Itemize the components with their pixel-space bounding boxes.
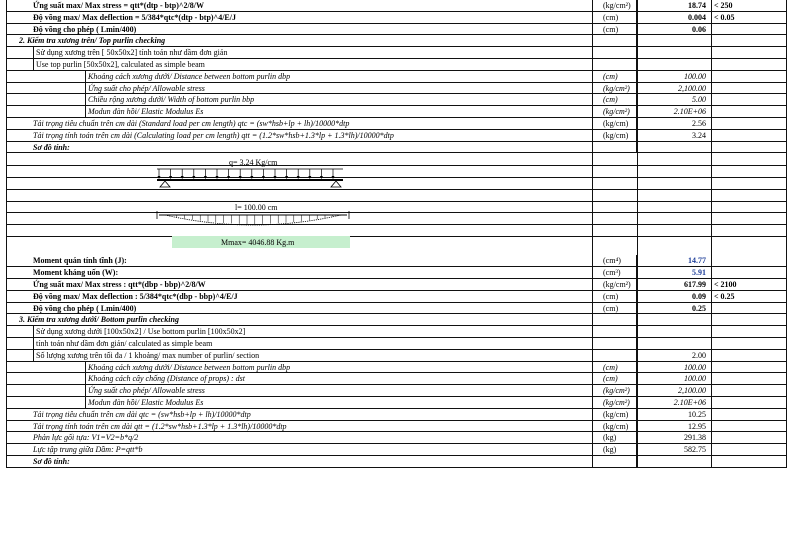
arrow-head: [308, 176, 311, 179]
result-row: [6, 303, 787, 315]
table-row: [6, 59, 787, 71]
arrow-head: [204, 176, 207, 179]
row-value: [637, 59, 709, 70]
moment-curve: [165, 215, 341, 225]
table-row: [6, 362, 787, 374]
row-value: 0.09: [692, 291, 706, 301]
table-row: [6, 373, 787, 385]
row-label: Ứng suất max/ Max stress = qtt*(dtp - btp)^2/8/W: [33, 1, 204, 10]
left-support: [160, 181, 170, 187]
row-label: Moment quán tính tĩnh (J):: [33, 256, 127, 266]
row-unit: (cm): [592, 71, 637, 82]
row-limit: [711, 83, 751, 94]
row-label: tính toán như dầm đơn giản/ calculated as simple beam: [33, 338, 596, 349]
row-label: Ứng suất max/ Max stress : qtt*(dbp - bbp)^2/8/W: [33, 279, 206, 289]
table-row: [6, 12, 787, 24]
row-limit: [711, 385, 751, 396]
row-value: 18.74: [688, 1, 706, 10]
row-limit: [711, 409, 751, 420]
column-divider: [711, 153, 712, 255]
arrow-head: [181, 176, 184, 179]
row-limit: [711, 267, 751, 278]
table-row: [6, 106, 787, 118]
arrow-head: [332, 176, 335, 179]
row-label: Tải trọng tiêu chuẩn trên cm dài (Standard load per cm length) qtc = (sw*hsb+lp + lh)/10000*dtp: [33, 118, 350, 128]
arrow-head: [297, 176, 300, 179]
span-label: l= 100.00 cm: [235, 203, 278, 213]
row-value: 5.00: [692, 95, 706, 105]
row-unit: [592, 456, 637, 467]
row-unit: [592, 59, 637, 70]
row-label: Tải trọng tiêu chuẩn trên cm dài qtc = (sw*hsb+lp + lh)/10000*dtp: [33, 409, 251, 419]
result-row: [6, 267, 787, 279]
row-unit: (kg/cm): [592, 118, 637, 129]
row-label: Khoảng cách cây chống (Distance of props) : dst: [85, 373, 648, 384]
row-limit: [711, 94, 751, 105]
table-row: [6, 71, 787, 83]
row-limit: [711, 59, 751, 70]
row-limit: [711, 142, 751, 153]
row-limit: [711, 47, 751, 58]
arrow-head: [239, 176, 242, 179]
table-row: [6, 130, 787, 142]
row-limit: [711, 362, 751, 373]
row-value: 0.004: [688, 12, 706, 22]
row-label: Độ võng cho phép ( Lmin/400): [33, 24, 137, 34]
moment-label: Mmax= 4046.88 Kg.m: [221, 238, 295, 248]
row-label: Modun đàn hồi/ Elastic Modulus Es: [85, 397, 648, 408]
row-limit: [711, 118, 751, 129]
row-limit: [711, 421, 751, 432]
row-label: Độ võng cho phép ( Lmin/400): [33, 303, 137, 313]
row-label: Chiều rộng xương dưới/ Width of bottom purlin bbp: [85, 94, 648, 105]
row-value: [637, 314, 709, 325]
row-unit: (kg/cm): [592, 130, 637, 141]
row-value: 5.91: [692, 268, 706, 278]
table-row: [6, 421, 787, 433]
row-limit: [711, 338, 751, 349]
row-label: Use top purlin [50x50x2], calculated as simple beam: [33, 59, 596, 70]
row-unit: (kg): [592, 444, 637, 455]
table-row: [6, 83, 787, 95]
row-value: 2.56: [692, 118, 706, 128]
row-value: 617.99: [684, 279, 706, 289]
row-limit: [711, 350, 751, 361]
row-limit: [711, 130, 751, 141]
column-divider: [637, 153, 638, 255]
row-unit: (kg/cm²): [592, 397, 637, 408]
row-value: 10.25: [688, 409, 706, 419]
row-limit: < 0.25: [714, 291, 735, 301]
result-row: [6, 291, 787, 303]
row-unit: (cm): [592, 373, 637, 384]
row-label: Sử dụng xương dưới [100x50x2] / Use bottom purlin [100x50x2]: [33, 326, 596, 337]
row-value: [637, 35, 709, 46]
table-row: [6, 118, 787, 130]
row-unit: (kg/cm): [592, 421, 637, 432]
row-unit: (kg/cm²): [592, 106, 637, 117]
row-value: 12.95: [688, 421, 706, 431]
row-unit: (kg/cm²): [592, 279, 637, 290]
row-label: 3. Kiểm tra xương dưới/ Bottom purlin checking: [19, 315, 179, 325]
arrow-head: [216, 176, 219, 179]
table-row: [6, 350, 787, 362]
row-label: Sơ đồ tính:: [33, 456, 70, 466]
beam-diagram: [7, 153, 567, 255]
row-unit: (kg): [592, 432, 637, 443]
row-unit: (cm⁴): [592, 255, 637, 266]
arrow-head: [320, 176, 323, 179]
row-label: Phản lực gối tựa: V1=V2=b*q/2: [33, 433, 139, 443]
row-limit: [711, 35, 751, 46]
row-label: Ứng suất cho phép/ Allowable stress: [85, 385, 648, 396]
row-unit: (cm): [592, 94, 637, 105]
row-unit: (cm³): [592, 267, 637, 278]
diagram-label: [6, 142, 787, 154]
row-limit: [711, 456, 751, 467]
row-value: 0.25: [692, 303, 706, 313]
row-label: Tải trọng tính toán trên cm dài (Calculating load per cm length) qtt = (1.2*sw*hsb+1.3*lp + 1.3*lh)/10000*dtp: [33, 130, 394, 140]
row-limit: [711, 373, 751, 384]
row-label: Số lượng xương trên tối đa / 1 khoảng/ max number of purlin/ section: [33, 350, 596, 361]
calculation-sheet: [6, 0, 787, 468]
row-value: 582.75: [684, 445, 706, 455]
row-value: 2.10E+06: [673, 107, 706, 117]
table-row: [6, 94, 787, 106]
row-value: 100.00: [684, 374, 706, 384]
row-value: 2,100.00: [678, 83, 706, 93]
row-value: [637, 338, 709, 349]
row-unit: (kg/cm²): [592, 83, 637, 94]
table-row: [6, 0, 787, 12]
row-limit: < 250: [714, 1, 733, 10]
row-label: Moment kháng uốn (W):: [33, 268, 119, 278]
arrow-head: [262, 176, 265, 179]
diagram-label: [6, 456, 787, 468]
section-title: [6, 314, 787, 326]
row-limit: < 0.05: [714, 12, 735, 22]
row-value: 14.77: [688, 256, 706, 266]
beam: [157, 179, 343, 181]
row-unit: (cm): [592, 291, 637, 302]
row-limit: [711, 326, 751, 337]
load-diagram: [6, 153, 787, 255]
row-unit: (kg/cm): [592, 409, 637, 420]
row-label: Độ võng max/ Max deflection : 5/384*qtc*(dbp - bbp)^4/E/J: [33, 291, 238, 301]
row-unit: [592, 35, 637, 46]
column-divider: [592, 153, 593, 255]
row-value: 291.38: [684, 433, 706, 443]
row-label: Lực tập trung giữa Dầm: P=qtt*b: [33, 445, 143, 455]
row-label: 2. Kiểm tra xương trên/ Top purlin checking: [19, 36, 166, 46]
row-label: Tải trọng tính toán trên cm dài qtt = (1.2*sw*hsb+1.3*lp + 1.3*lh)/10000*dtp: [33, 421, 287, 431]
row-value: [637, 47, 709, 58]
row-limit: [711, 255, 751, 266]
row-unit: (cm): [592, 12, 637, 23]
row-unit: (cm): [592, 24, 637, 35]
row-unit: [592, 314, 637, 325]
row-value: 100.00: [684, 71, 706, 81]
row-unit: (cm): [592, 303, 637, 314]
table-row: [6, 385, 787, 397]
arrow-head: [227, 176, 230, 179]
row-limit: [711, 444, 751, 455]
row-unit: [592, 350, 637, 361]
table-row: [6, 397, 787, 409]
right-support: [331, 181, 341, 187]
row-limit: [711, 432, 751, 443]
section-title: [6, 35, 787, 47]
arrow-head: [285, 176, 288, 179]
table-row: [6, 326, 787, 338]
row-label: Sơ đồ tính:: [33, 142, 70, 152]
table-row: [6, 24, 787, 36]
row-value: [637, 142, 709, 153]
row-value: 2.00: [692, 350, 706, 360]
arrow-head: [169, 176, 172, 179]
row-unit: (cm): [592, 362, 637, 373]
row-unit: [592, 142, 637, 153]
row-limit: [711, 397, 751, 408]
arrow-head: [274, 176, 277, 179]
row-label: Khoảng cách xương dưới/ Distance between bottom purlin dbp: [85, 362, 648, 373]
arrow-head: [192, 176, 195, 179]
row-label: Ứng suất cho phép/ Allowable stress: [85, 83, 648, 94]
row-unit: (kg/cm²): [592, 385, 637, 396]
row-label: Sử dụng xương trên [ 50x50x2] tính toán như dầm đơn giản: [33, 47, 596, 58]
row-value: 2.10E+06: [673, 397, 706, 407]
row-limit: [711, 303, 751, 314]
row-limit: [711, 106, 751, 117]
row-limit: [711, 71, 751, 82]
row-value: 3.24: [692, 130, 706, 140]
arrow-head: [158, 176, 161, 179]
table-row: [6, 47, 787, 59]
row-value: [637, 326, 709, 337]
row-unit: [592, 47, 637, 58]
arrow-head: [250, 176, 253, 179]
row-unit: (kg/cm²): [592, 0, 637, 11]
row-label: Modun đàn hồi/ Elastic Modulus Es: [85, 106, 648, 117]
row-limit: [711, 314, 751, 325]
table-row: [6, 432, 787, 444]
table-row: [6, 338, 787, 350]
row-label: Khoảng cách xương dưới/ Distance between bottom purlin dbp: [85, 71, 648, 82]
result-row: [6, 279, 787, 291]
load-label: q= 3.24 Kg/cm: [229, 158, 278, 168]
row-limit: [711, 24, 751, 35]
row-unit: [592, 338, 637, 349]
row-value: 100.00: [684, 362, 706, 372]
table-row: [6, 444, 787, 456]
row-limit: < 2100: [714, 279, 737, 289]
table-row: [6, 409, 787, 421]
row-value: [637, 456, 709, 467]
row-unit: [592, 326, 637, 337]
row-value: 2,100.00: [678, 386, 706, 396]
row-label: Độ võng max/ Max deflection = 5/384*qtc*(dtp - btp)^4/E/J: [33, 12, 236, 22]
result-row: [6, 255, 787, 267]
row-value: 0.06: [692, 24, 706, 34]
